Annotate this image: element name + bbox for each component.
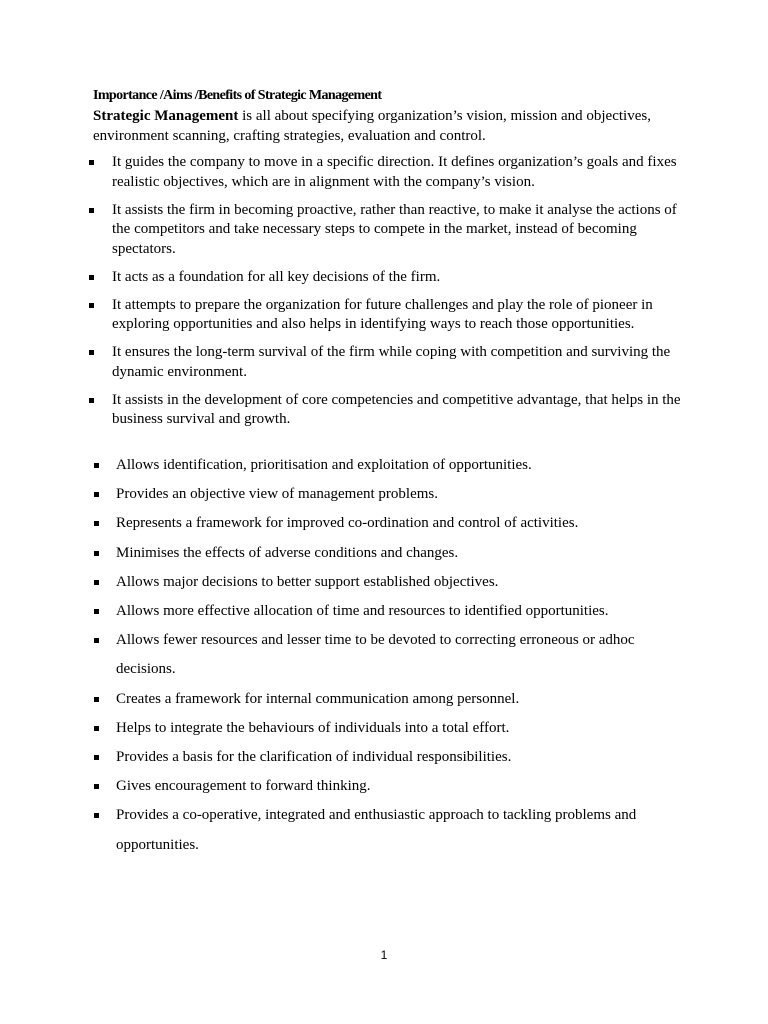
list-item-text: Provides a basis for the clarification of individual responsibilities.: [116, 749, 512, 766]
list-item-text: It acts as a foundation for all key decisions of the firm.: [112, 268, 441, 285]
list-item: [93, 568, 683, 597]
importance-list: [93, 153, 683, 438]
list-item: [93, 597, 683, 626]
list-item: [93, 391, 683, 430]
list-item-text: Allows major decisions to better support established objectives.: [116, 573, 499, 590]
list-item: [93, 626, 683, 684]
list-item-text: Provides an objective view of management problems.: [116, 486, 438, 503]
list-item: [93, 343, 683, 382]
benefits-list: [93, 451, 683, 860]
list-item-text: It guides the company to move in a specific direction. It defines organization’s goals and fixes realistic objectives, which are in alignment with the company’s vision.: [112, 154, 677, 190]
list-item-text: It attempts to prepare the organization for future challenges and play the role of pioneer in exploring opportunities and also helps in identifying ways to reach those opportunities.: [112, 296, 653, 332]
list-item-text: Allows identification, prioritisation and exploitation of opportunities.: [116, 457, 532, 473]
square-bullet-icon: [89, 208, 94, 213]
square-bullet-icon: [94, 463, 99, 468]
intro-text: is all about specifying organization’s vision, mission and objectives, environment scanning, crafting strategies, evaluation and control.: [93, 108, 651, 144]
square-bullet-icon: [94, 784, 99, 789]
list-item: [93, 743, 683, 772]
square-bullet-icon: [94, 813, 99, 818]
list-item: [93, 296, 683, 335]
list-item-text: Allows fewer resources and lesser time to be devoted to correcting erroneous or adhoc decisions.: [116, 632, 635, 678]
square-bullet-icon: [94, 521, 99, 526]
list-item-text: It ensures the long-term survival of the firm while coping with competition and surviving the dynamic environment.: [112, 344, 671, 380]
square-bullet-icon: [94, 609, 99, 614]
list-item-text: Creates a framework for internal communication among personnel.: [116, 690, 520, 707]
list-item: [93, 714, 683, 743]
square-bullet-icon: [89, 350, 94, 355]
square-bullet-icon: [89, 303, 94, 308]
list-item-text: Represents a framework for improved co-ordination and control of activities.: [116, 515, 579, 532]
square-bullet-icon: [94, 755, 99, 760]
square-bullet-icon: [94, 492, 99, 497]
square-bullet-icon: [94, 726, 99, 731]
square-bullet-icon: [89, 275, 94, 280]
list-item: [93, 539, 683, 568]
list-item: [93, 685, 683, 714]
list-item: [93, 153, 683, 192]
list-item: [93, 451, 683, 480]
square-bullet-icon: [89, 398, 94, 403]
list-item-text: It assists the firm in becoming proactive, rather than reactive, to make it analyse the actions of the competitors and take necessary steps to compete in the market, instead of becoming spectators.: [112, 201, 677, 257]
list-item-text: It assists in the development of core competencies and competitive advantage, that helps in the business survival and growth.: [112, 391, 681, 427]
list-item-text: Allows more effective allocation of time and resources to identified opportunities.: [116, 603, 609, 620]
list-item: [93, 480, 683, 509]
list-item: [93, 772, 683, 801]
square-bullet-icon: [89, 160, 94, 165]
square-bullet-icon: [94, 638, 99, 643]
list-item-text: Helps to integrate the behaviours of individuals into a total effort.: [116, 719, 510, 736]
intro-term: Strategic Management: [93, 108, 239, 124]
square-bullet-icon: [94, 551, 99, 556]
list-item-text: Provides a co-operative, integrated and enthusiastic approach to tackling problems and opportunities.: [116, 807, 637, 853]
section-heading: Importance /Aims /Benefits of Strategic Management: [93, 88, 382, 103]
intro-paragraph: [93, 106, 693, 146]
list-item: [93, 201, 683, 260]
list-item: [93, 801, 683, 859]
square-bullet-icon: [94, 580, 99, 585]
page-number: 1: [380, 948, 388, 962]
list-item-text: Gives encouragement to forward thinking.: [116, 778, 371, 795]
list-item: [93, 268, 683, 288]
list-item: [93, 509, 683, 538]
list-item-text: Minimises the effects of adverse conditions and changes.: [116, 544, 459, 561]
square-bullet-icon: [94, 697, 99, 702]
